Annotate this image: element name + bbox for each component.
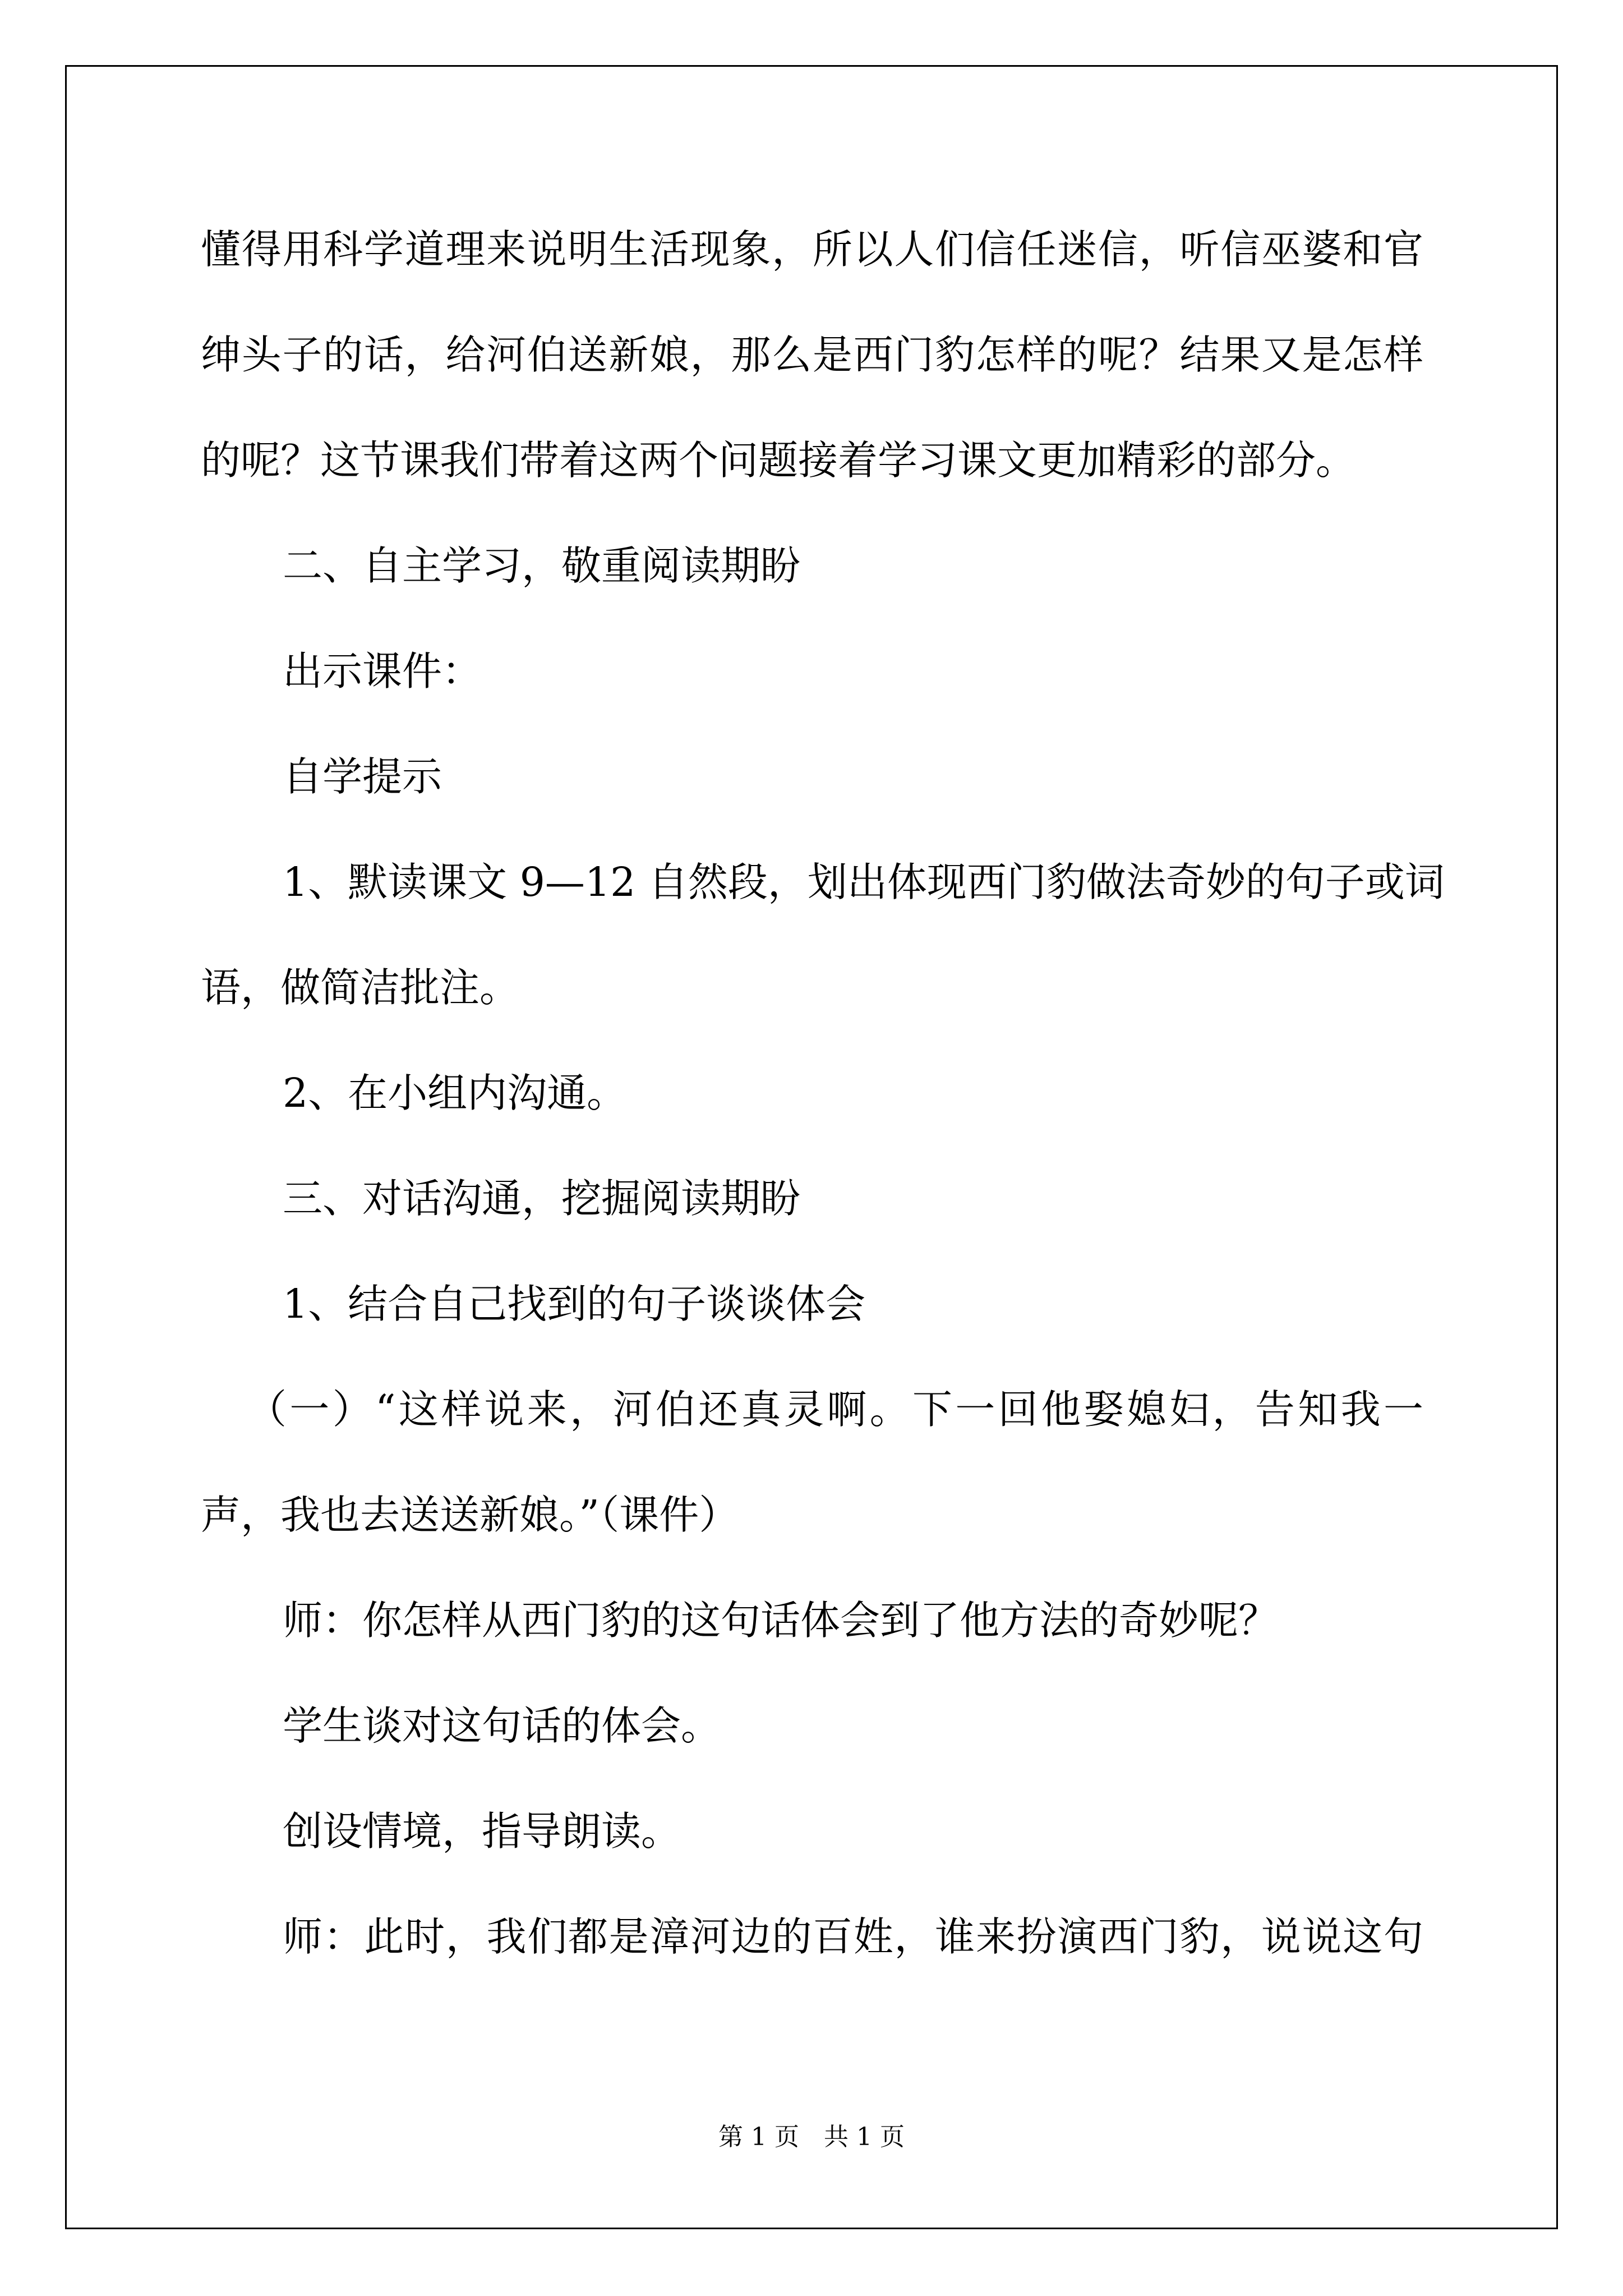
- text-line-7: 1、默读课文 9—12 自然段，划出体现西门豹做法奇妙的句子或词: [283, 859, 1445, 905]
- text-line-12: （一）“这样说来，河伯还真灵啊。下一回他娶媳妇，告知我一: [247, 1386, 1423, 1433]
- text-line-17: 师：此时，我们都是漳河边的百姓，谁来扮演西门豹，说说这句: [283, 1913, 1423, 1960]
- text-line-5: 出示课件：: [283, 648, 482, 694]
- text-line-1: 懂得用科学道理来说明生活现象，所以人们信任迷信，听信巫婆和官: [201, 226, 1423, 273]
- text-line-13: 声，我也去送送新娘。”（课件）: [201, 1492, 739, 1538]
- section-heading-2: 二、自主学习，敬重阅读期盼: [283, 542, 801, 589]
- section-heading-3: 三、对话沟通，挖掘阅读期盼: [283, 1175, 801, 1222]
- text-line-3: 的呢？这节课我们带着这两个问题接着学习课文更加精彩的部分。: [201, 437, 1356, 484]
- text-line-15: 学生谈对这句话的体会。: [283, 1703, 721, 1749]
- text-line-9: 2、在小组内沟通。: [283, 1070, 627, 1116]
- text-line-8: 语，做简洁批注。: [201, 964, 520, 1011]
- page-border: [65, 65, 1558, 2229]
- text-line-14: 师：你怎样从西门豹的这句话体会到了他方法的奇妙呢？: [283, 1597, 1279, 1644]
- text-line-16: 创设情境，指导朗读。: [283, 1808, 681, 1855]
- page-number: 第 1 页 共 1 页: [718, 2123, 905, 2151]
- text-line-11: 1、结合自己找到的句子谈谈体会: [283, 1281, 866, 1327]
- text-line-2: 绅头子的话，给河伯送新娘，那么是西门豹怎样的呢？结果又是怎样: [201, 332, 1423, 378]
- text-line-6: 自学提示: [283, 753, 442, 800]
